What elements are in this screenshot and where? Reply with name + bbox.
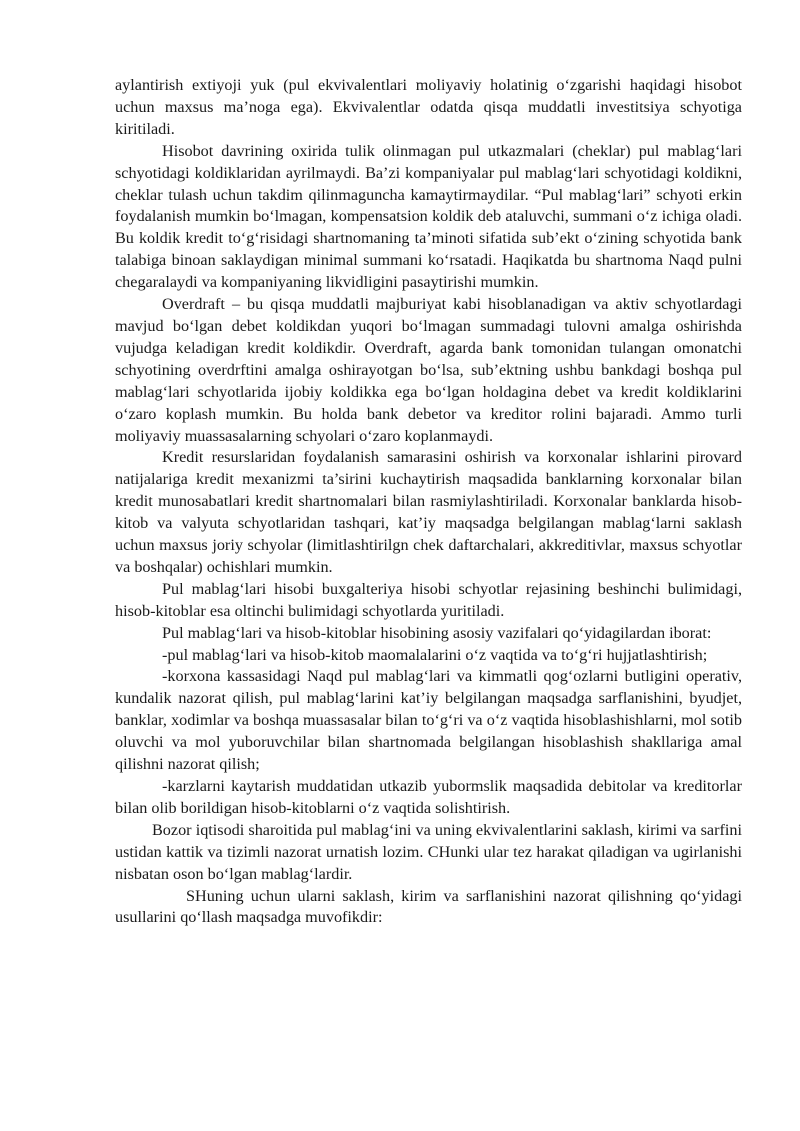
list-item-control: -korxona kassasidagi Naqd pul mablag‘lari va kimmatli qog‘ozlarni butligini operativ, kundalik nazorat qilish, pul mablag‘larini kat’iy belgilangan maqsadga sarflanishini, byudjet, banklar, xodimlar va boshqa muassasalar bilan to‘g‘ri va o‘z vaqtida hisoblashishlarni, mol sotib oluvchi va mol yuboruvchilar bilan shartnomada belgilangan hisoblashish shakllariga amal qilishni nazorat qilish;: [115, 667, 742, 774]
paragraph-credit-resources: Kredit resurslaridan foydalanish samarasini oshirish va korxonalar ishlarini pirovard natijalariga kredit mexanizmi ta’sirini kuchaytirish maqsadida banklarning korxonalar bilan kredit munosabatlari kredit shartnomalari bilan rasmiylashtiriladi. Korxonalar banklarda hisob-kitob va valyuta schyotlaridan tashqari, kat’iy maqsadga belgilangan mablag‘larni saklash uchun maxsus joriy schyolar (limitlashtirilgn chek daftarchalari, akkreditivlar, maxsus schyotlar va boshqalar) ochishlari mumkin.: [115, 448, 742, 576]
paragraph-unsettled-checks: Hisobot davrining oxirida tulik olinmagan pul utkazmalari (cheklar) pul mablag‘lari schyotidagi koldiklaridan ayrilmaydi. Ba’zi kompaniyalar pul mablag‘lari schyotidagi koldikni, cheklar tulash uchun takdim qilinmaguncha kamaytirmaydilar. “Pul mablag‘lari” schyoti erkin foydalanish mumkin bo‘lmagan, kompensatsion koldik deb ataluvchi, summani o‘z ichiga oladi. Bu koldik kredit to‘g‘risidagi shartnomaning ta’minoti sifatida sub’ekt o‘zining schyotida bank talabiga binoan saklaydigan minimal summani ko‘rsatadi. Haqikatda bu shartnoma Naqd pulni chegaralaydi va kompaniyaning likvidligini pasaytirishi mumkin.: [115, 141, 742, 292]
paragraph-tasks-intro: Pul mablag‘lari va hisob-kitoblar hisobining asosiy vazifalari qo‘yidagilardan iborat:: [162, 623, 712, 642]
document-page: [115, 75, 742, 929]
paragraph-market-economy: Bozor iqtisodi sharoitida pul mablag‘ini va uning ekvivalentlarini saklash, kirimi va sarfini ustidan kattik va tizimli nazorat urnatish lozim. CHunki ular tez harakat qiladigan va ugirlanishi nisbatan oson bo‘lgan mablag‘lardir.: [115, 820, 742, 883]
paragraph-overdraft: Overdraft – bu qisqa muddatli majburiyat kabi hisoblanadigan va aktiv schyotlardagi mavjud bo‘lgan debet koldikdan yuqori bo‘lmagan summadagi tulovni amalga oshirishda vujudga keladigan kredit koldikdir. Overdraft, agarda bank tomonidan tulangan omonatchi schyotining overdrftini amalga oshirayotgan bo‘lsa, sub’ektning ushbu bankdagi boshqa pul mablag‘lari schyotlarida ijobiy koldikka ega bo‘lgan holdagina debet va kredit koldiklarini o‘zaro koplash mumkin. Bu holda bank debetor va kreditor rolini bajaradi. Ammo turli moliyaviy muassasalarning schyolari o‘zaro koplanmaydi.: [115, 295, 742, 445]
paragraph-continuation: aylantirish extiyoji yuk (pul ekvivalentlari moliyaviy holatinig o‘zgarishi haqidagi hisobot uchun maxsus ma’noga ega). Ekvivalentlar odatda qisqa muddatli investitsiya schyotiga kiritiladi.: [115, 76, 742, 138]
paragraph-methods-intro: SHuning uchun ularni saklash, kirim va sarflanishini nazorat qilishning qo‘yidagi usullarini qo‘llash maqsadga muvofikdir:: [115, 886, 742, 927]
list-item-reconciliation: -karzlarni kaytarish muddatidan utkazib yubormslik maqsadida debitolar va kreditorlar bilan olib borildigan hisob-kitoblarni o‘z vaqtida solishtirish.: [115, 777, 742, 817]
list-item-documentation: -pul mablag‘lari va hisob-kitob maomalalarini o‘z vaqtida va to‘g‘ri hujjatlashtirish;: [162, 645, 708, 664]
paragraph-accounts-plan: Pul mablag‘lari hisobi buxgalteriya hisobi schyotlar rejasining beshinchi bulimidagi, hisob-kitoblar esa oltinchi bulimidagi schyotlarda yuritiladi.: [115, 579, 742, 620]
